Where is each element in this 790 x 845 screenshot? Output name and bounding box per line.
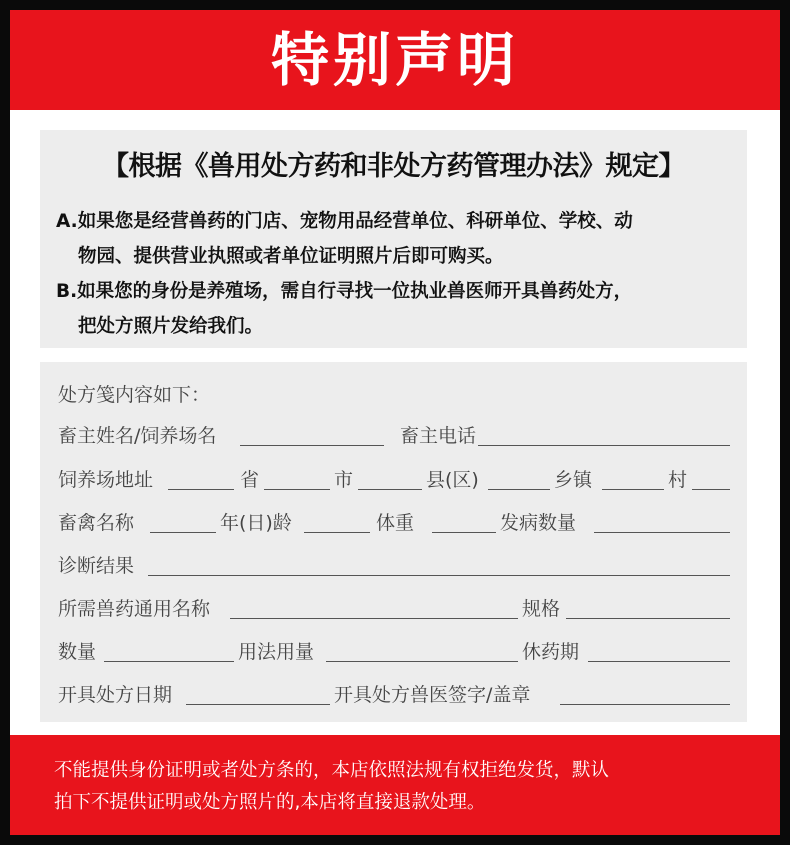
form-row-address	[58, 462, 730, 492]
form-row-drug	[58, 591, 730, 621]
footer-banner	[10, 735, 780, 835]
diagnosis-label: 诊断结果	[58, 555, 135, 577]
withdrawal-blank	[588, 661, 730, 662]
form-row-animal	[58, 505, 730, 535]
village-label: 村	[668, 469, 688, 491]
regulation-items	[56, 204, 736, 344]
regulation-title: 【根据《兽用处方药和非处方药管理办法》规定】	[102, 151, 685, 182]
regulation-item-b-line1: B.如果您的身份是养殖场，需自行寻找一位执业兽医师开具兽药处方，	[56, 281, 633, 302]
footer-notice-line2: 拍下不提供证明或处方照片的,本店将直接退款处理。	[54, 792, 486, 813]
form-row-owner	[58, 418, 730, 448]
dosage-blank	[326, 661, 518, 662]
township-blank	[488, 489, 550, 490]
form-row-diagnosis	[58, 548, 730, 578]
dosage-label: 用法用量	[238, 641, 315, 663]
withdrawal-label: 休药期	[522, 641, 580, 663]
regulation-item-b	[56, 274, 736, 344]
form-intro: 处方笺内容如下：	[58, 384, 211, 406]
province-label: 省	[240, 469, 260, 491]
age-label: 年(日)龄	[220, 512, 292, 534]
owner-name-label: 畜主姓名/饲养场名	[58, 425, 217, 447]
vet-signature-label: 开具处方兽医签字/盖章	[334, 684, 531, 706]
city-blank	[264, 489, 330, 490]
county-label: 县(区)	[426, 469, 479, 491]
drug-name-label: 所需兽药通用名称	[58, 598, 211, 620]
owner-name-blank	[240, 445, 384, 446]
weight-blank	[432, 532, 496, 533]
regulation-item-a	[56, 204, 736, 274]
quantity-label: 数量	[58, 641, 97, 663]
quantity-blank	[104, 661, 234, 662]
township-label: 乡镇	[554, 469, 593, 491]
village-tail-blank	[692, 489, 730, 490]
sick-count-blank	[594, 532, 730, 533]
owner-phone-label: 畜主电话	[400, 425, 477, 447]
regulation-item-a-line1: A.如果您是经营兽药的门店、宠物用品经营单位、科研单位、学校、动	[56, 211, 633, 232]
form-row-signature	[58, 677, 730, 707]
regulation-panel	[40, 130, 747, 348]
age-blank	[304, 532, 370, 533]
footer-notice	[54, 755, 754, 819]
header-banner	[10, 10, 780, 110]
spec-blank	[566, 618, 730, 619]
notice-page	[10, 10, 780, 835]
village-blank	[602, 489, 664, 490]
province-blank	[168, 489, 234, 490]
regulation-item-b-line2: 把处方照片发给我们。	[78, 316, 264, 337]
form-row-quantity	[58, 634, 730, 664]
footer-notice-line1: 不能提供身份证明或者处方条的，本店依照法规有权拒绝发货，默认	[54, 760, 610, 781]
regulation-item-a-line2: 物园、提供营业执照或者单位证明照片后即可购买。	[78, 246, 504, 267]
drug-name-blank	[230, 618, 518, 619]
sick-count-label: 发病数量	[500, 512, 577, 534]
date-label: 开具处方日期	[58, 684, 173, 706]
vet-signature-blank	[560, 704, 730, 705]
county-blank	[358, 489, 422, 490]
city-label: 市	[334, 469, 354, 491]
farm-address-label: 饲养场地址	[58, 469, 154, 491]
spec-label: 规格	[522, 598, 561, 620]
prescription-form-panel	[40, 362, 747, 722]
weight-label: 体重	[376, 512, 415, 534]
owner-phone-blank	[478, 445, 730, 446]
animal-name-blank	[150, 532, 216, 533]
page-title: 特别声明	[270, 26, 519, 94]
animal-name-label: 畜禽名称	[58, 512, 135, 534]
diagnosis-blank	[148, 575, 730, 576]
date-blank	[186, 704, 330, 705]
